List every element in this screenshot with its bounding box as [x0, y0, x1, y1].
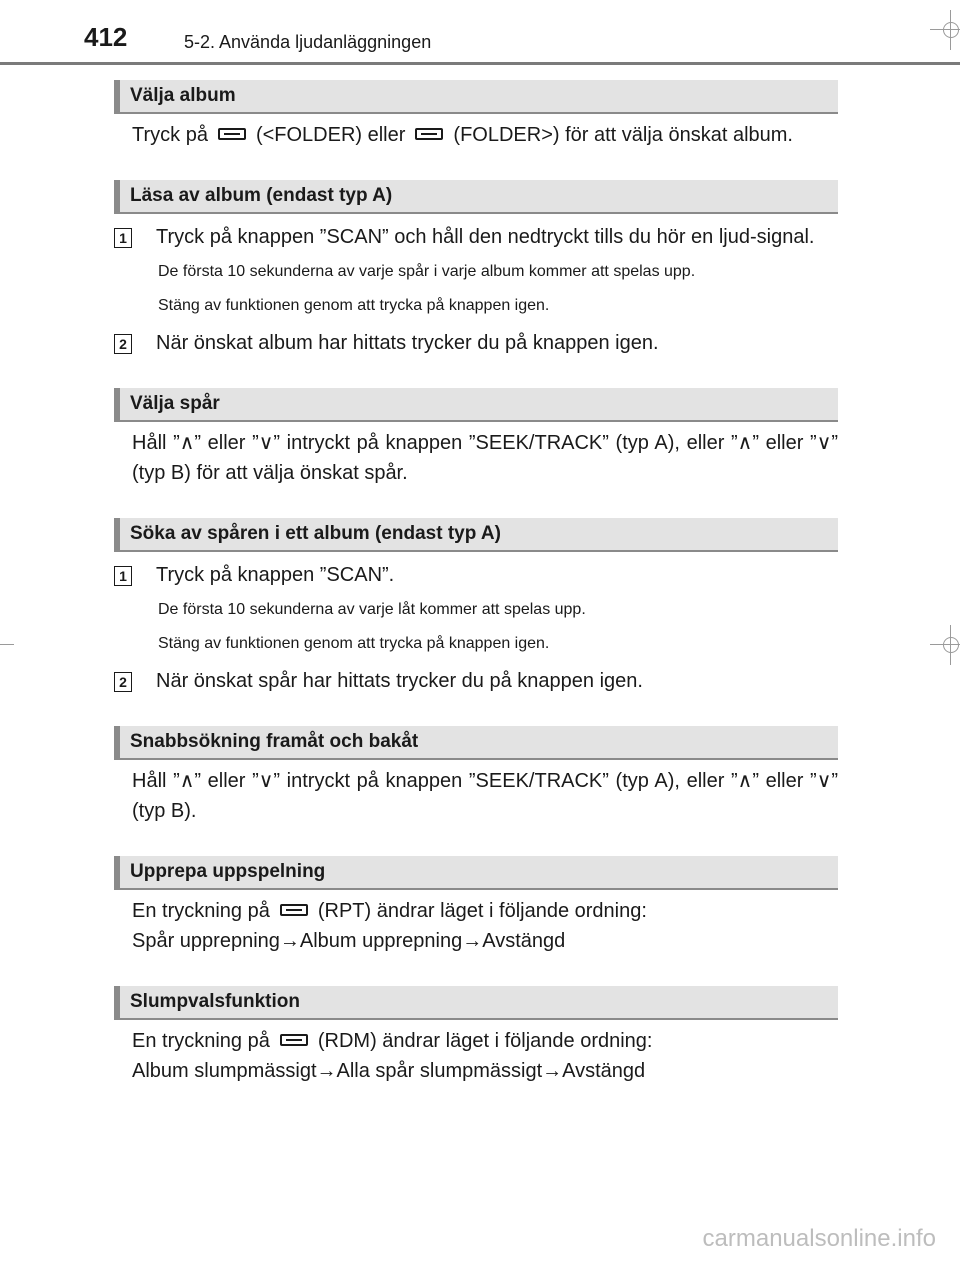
section-text	[132, 896, 838, 956]
crop-mark	[0, 644, 14, 645]
header-rule	[0, 62, 960, 65]
section-text	[132, 1026, 838, 1086]
header-title: 5-2. Använda ljudanläggningen	[184, 32, 432, 52]
step-text: När önskat album har hittats trycker du på knappen igen.	[156, 332, 659, 354]
section-title: Läsa av album (endast typ A)	[114, 180, 838, 214]
folder-down-button-icon	[218, 128, 246, 140]
crop-mark	[930, 29, 960, 30]
note-text: De första 10 sekunderna av varje spår i varje album kommer att spelas upp.	[158, 263, 696, 280]
text-run: Tryck på	[132, 124, 208, 146]
step-number: 2	[114, 334, 132, 354]
page-content	[114, 80, 838, 1086]
note-text: Stäng av funktionen genom att trycka på knappen igen.	[158, 297, 550, 314]
section-text: Håll ”∧” eller ”∨” intryckt på knappen ”SEEK/TRACK” (typ A), eller ”∧” eller ”∨” (typ B).	[132, 770, 838, 822]
text-run: Album slumpmässigt→Alla spår slumpmässigt→Avstängd	[132, 1060, 646, 1082]
crop-mark	[930, 644, 960, 645]
section-title: Välja spår	[114, 388, 838, 422]
text-run: (RDM) ändrar läget i följande ordning:	[317, 1030, 653, 1052]
text-run: Spår upprepning→Album upprepning→Avstängd	[132, 930, 566, 952]
step-text: Tryck på knappen ”SCAN” och håll den nedtryckt tills du hör en ljud-signal.	[156, 226, 815, 248]
page-number: 412	[84, 22, 128, 52]
section-text: Håll ”∧” eller ”∨” intryckt på knappen ”SEEK/TRACK” (typ A), eller ”∧” eller ”∨” (typ B) för att välja önskat spår.	[132, 432, 838, 484]
folder-up-button-icon	[415, 128, 443, 140]
step	[114, 222, 838, 252]
rpt-button-icon	[280, 904, 308, 916]
step-number: 2	[114, 672, 132, 692]
section-title: Upprepa uppspelning	[114, 856, 838, 890]
text-run: En tryckning på	[132, 1030, 270, 1052]
registration-circle-icon	[943, 22, 959, 38]
note-text: De första 10 sekunderna av varje låt kommer att spelas upp.	[158, 601, 586, 618]
section-title: Välja album	[114, 80, 838, 114]
step	[114, 666, 838, 696]
step	[114, 560, 838, 590]
section-title: Söka av spåren i ett album (endast typ A)	[114, 518, 838, 552]
registration-circle-icon	[943, 637, 959, 653]
note-text: Stäng av funktionen genom att trycka på knappen igen.	[158, 635, 550, 652]
text-run: En tryckning på	[132, 900, 270, 922]
step-number: 1	[114, 228, 132, 248]
step-text: Tryck på knappen ”SCAN”.	[156, 564, 395, 586]
text-run: (<FOLDER) eller	[255, 124, 406, 146]
step-text: När önskat spår har hittats trycker du på knappen igen.	[156, 670, 643, 692]
section-text	[132, 120, 838, 150]
watermark: carmanualsonline.info	[702, 1225, 936, 1252]
section-title: Snabbsökning framåt och bakåt	[114, 726, 838, 760]
section-title: Slumpvalsfunktion	[114, 986, 838, 1020]
step-number: 1	[114, 566, 132, 586]
rdm-button-icon	[280, 1034, 308, 1046]
text-run: (RPT) ändrar läget i följande ordning:	[317, 900, 647, 922]
step	[114, 328, 838, 358]
text-run: (FOLDER>) för att välja önskat album.	[453, 124, 793, 146]
